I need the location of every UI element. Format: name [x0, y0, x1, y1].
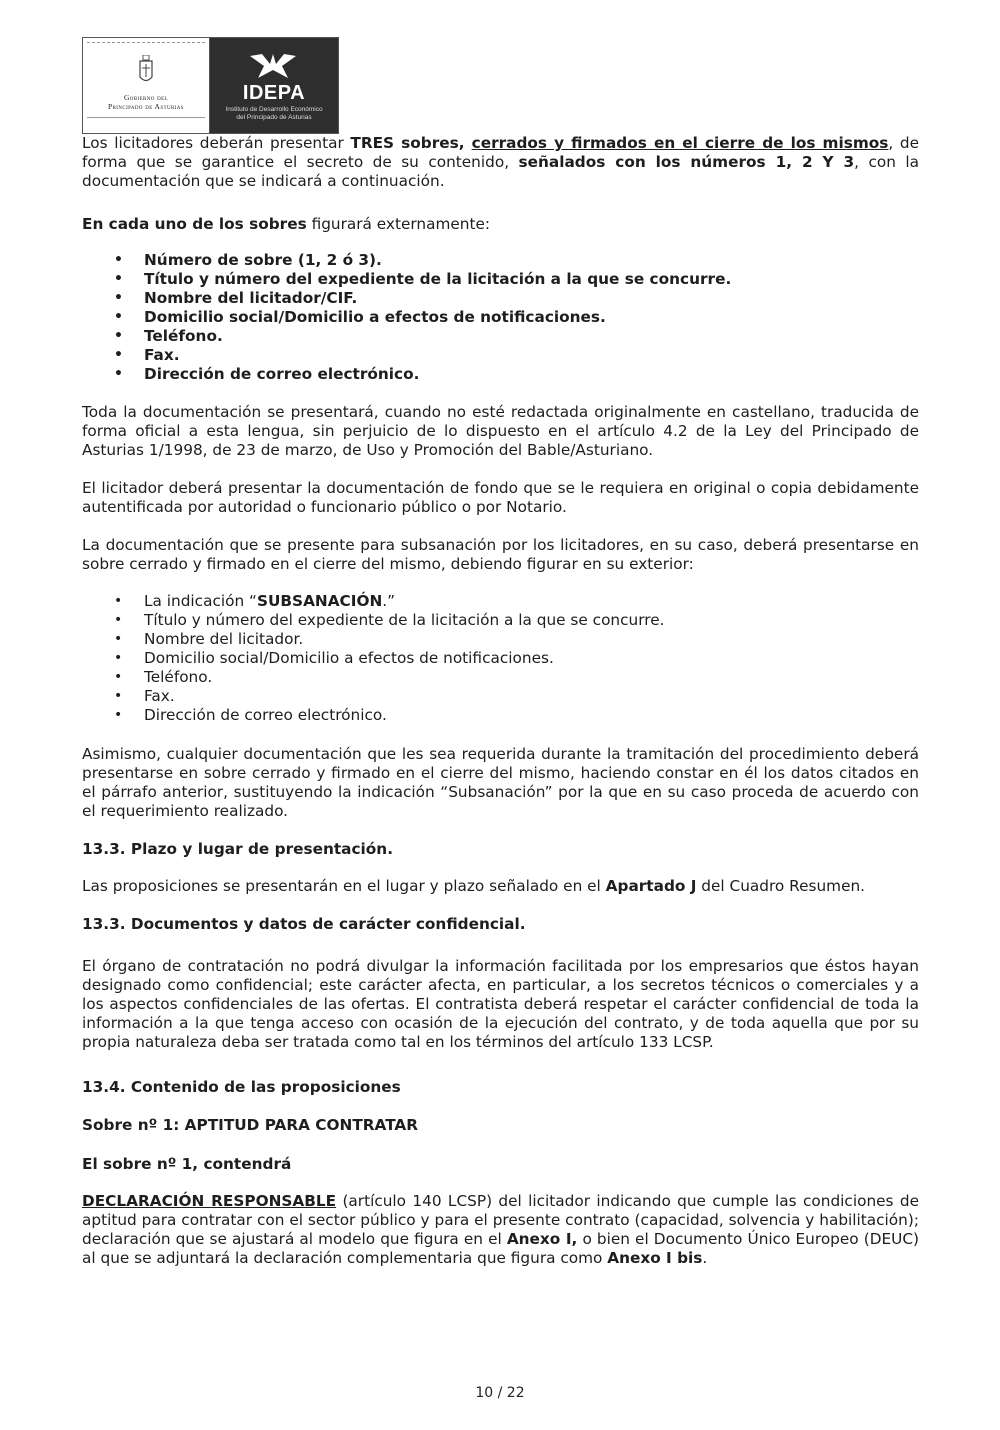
- p2-b: figurará externamente:: [306, 215, 491, 233]
- list-item: • Título y número del expediente de la licitación a la que se concurre.: [82, 611, 919, 630]
- idepa-name: IDEPA: [242, 82, 306, 104]
- declaracion-paragraph: DECLARACIÓN RESPONSABLE (artículo 140 LCSP) del licitador indicando que cumple las condiciones de aptitud para contratar con el sector público y para el presente contrato (capacidad, solvencia y habilitación); declaración que se ajustará al modelo que figura en el Anexo I, o bien el Documento Único Europeo (DEUC) al que se adjuntará la declaración complementaria que figura como Anexo I bis.: [82, 1192, 919, 1267]
- asturias-crest-icon: [138, 55, 154, 85]
- list-item: • Teléfono.: [82, 668, 919, 687]
- list-item: • Domicilio social/Domicilio a efectos de notificaciones.: [82, 649, 919, 668]
- p4: El licitador deberá presentar la documentación de fondo que se le requiera en original o copia debidamente autentificada por autoridad o funcionario público o por Notario.: [82, 479, 919, 516]
- subsanacion-paragraph: [82, 536, 919, 574]
- idepa-mark-icon: [248, 50, 298, 80]
- p1-a: Los licitadores deberán presentar: [82, 134, 351, 152]
- p6: Asimismo, cualquier documentación que les sea requerida durante la tramitación del procedimiento deberá presentarse en sobre cerrado y firmado en el cierre del mismo, haciendo constar en él los datos citados en el párrafo anterior, sustituyendo la indicación “Subsanación” por la que en su caso proceda de acuerdo con el requerimiento realizado.: [82, 745, 919, 820]
- section-heading-confidencial: 13.3. Documentos y datos de carácter confidencial.: [82, 915, 526, 933]
- list-item: • Fax.: [82, 687, 919, 706]
- idepa-sub2: del Principado de Asturias: [236, 114, 312, 121]
- sobres-intro: [82, 215, 919, 234]
- list-item: • La indicación “SUBSANACIÓN.”: [82, 592, 919, 611]
- confidencial-paragraph: [82, 957, 919, 1052]
- section-heading-plazo: 13.3. Plazo y lugar de presentación.: [82, 840, 394, 858]
- list-item: • Dirección de correo electrónico.: [82, 365, 919, 384]
- sobre-external-list: [82, 251, 919, 384]
- p8: El órgano de contratación no podrá divulgar la información facilitada por los empresarios que éstos hayan designado como confidencial; este carácter afecta, en particular, a los secretos técnicos o comerciales y a los aspectos confidenciales de las ofertas. El contratista deberá respetar el carácter confidencial de toda la información a la que tenga acceso con ocasión de la ejecución del contrato, y de toda aquella que por su propia naturaleza deba ser tratada como tal en los términos del artículo 133 LCSP.: [82, 957, 919, 1051]
- page-number: 10 / 22: [475, 1385, 525, 1401]
- sobre1-subheading: El sobre nº 1, contendrá: [82, 1155, 292, 1173]
- p1-f: , con la documentación que se indicará a continuación.: [82, 153, 919, 190]
- sobre1-heading: Sobre nº 1: APTITUD PARA CONTRATAR: [82, 1116, 419, 1134]
- gobierno-line2: Principado de Asturias: [108, 102, 184, 111]
- idepa-logo: [210, 38, 338, 133]
- list-item: • Número de sobre (1, 2 ó 3).: [82, 251, 919, 270]
- intro-paragraph: [82, 134, 919, 191]
- p1-d: , de forma que se garantice el secreto de su contenido,: [82, 134, 919, 171]
- asimismo-paragraph: [82, 745, 919, 821]
- p3: Toda la documentación se presentará, cuando no esté redactada originalmente en castellano, traducida de forma oficial a esta lengua, sin perjuicio de lo dispuesto en el artículo 4.2 de la Ley del Principado de Asturias 1/1998, de 23 de marzo, de Uso y Promoción del Bable/Asturiano.: [82, 403, 919, 459]
- p2-a: En cada uno de los sobres: [82, 215, 307, 233]
- list-item: • Dirección de correo electrónico.: [82, 706, 919, 725]
- idepa-sub1: Instituto de Desarrollo Económico: [225, 106, 323, 113]
- header-logos: [82, 37, 339, 134]
- translation-paragraph: [82, 403, 919, 460]
- list-item: • Teléfono.: [82, 327, 919, 346]
- p5: La documentación que se presente para subsanación por los licitadores, en su caso, deberá presentarse en sobre cerrado y firmado en el cierre del mismo, debiendo figurar en su exterior:: [82, 536, 919, 573]
- documentation-paragraph: [82, 479, 919, 517]
- plazo-paragraph: Las proposiciones se presentarán en el lugar y plazo señalado en el Apartado J del Cuadro Resumen.: [82, 877, 866, 895]
- p1-e: señalados con los números 1, 2 Y 3: [518, 153, 855, 171]
- list-item: • Nombre del licitador.: [82, 630, 919, 649]
- list-item: • Fax.: [82, 346, 919, 365]
- list-item: • Domicilio social/Domicilio a efectos de notificaciones.: [82, 308, 919, 327]
- p1-b: TRES sobres,: [350, 134, 472, 152]
- list-item: • Nombre del licitador/CIF.: [82, 289, 919, 308]
- gobierno-logo: [83, 38, 210, 133]
- section-heading-contenido: 13.4. Contenido de las proposiciones: [82, 1078, 401, 1096]
- gobierno-line1: Gobierno del: [123, 93, 169, 102]
- list-item: • Título y número del expediente de la licitación a la que se concurre.: [82, 270, 919, 289]
- p1-c: cerrados y firmados en el cierre de los mismos: [471, 134, 889, 152]
- subsanacion-list: [82, 592, 919, 725]
